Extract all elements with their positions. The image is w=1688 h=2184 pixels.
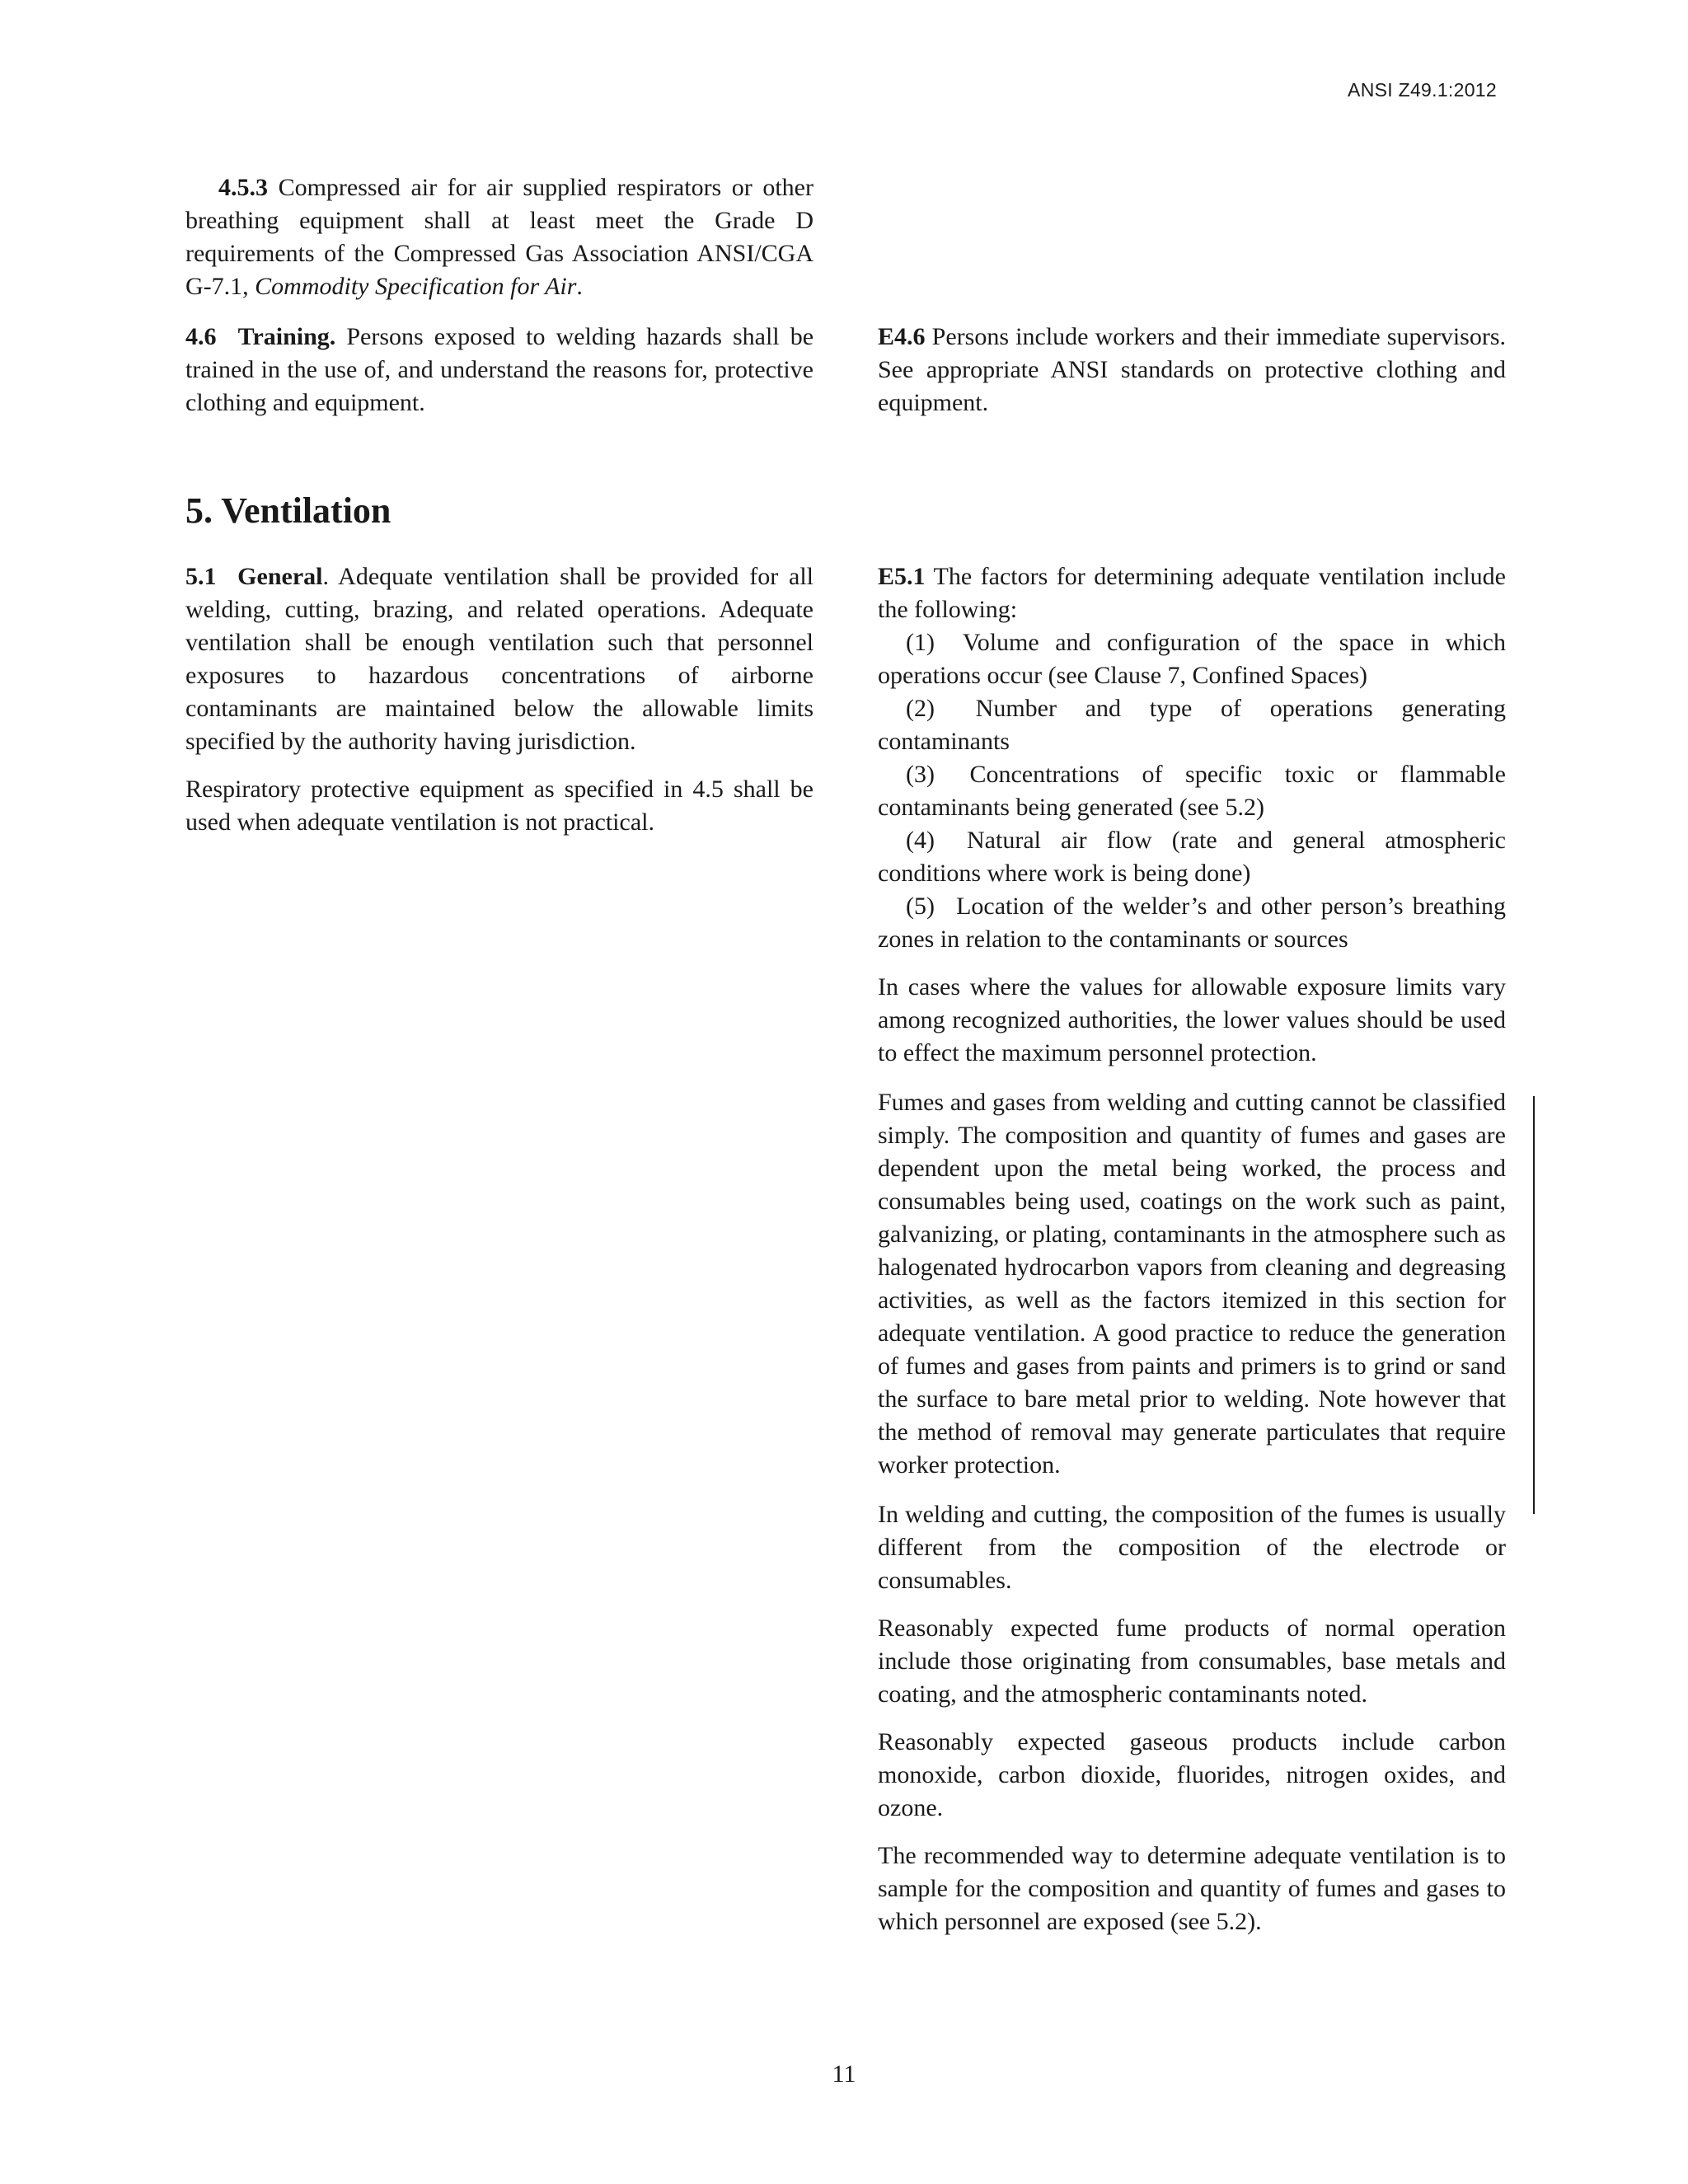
clause-4-6 — [185, 321, 814, 419]
clause-number: 4.6 — [185, 323, 217, 350]
commentary-paragraph: In cases where the values for allowable exposure limits vary among recognized authorities, the lower values should be used to effect the maximum personnel protection. — [878, 973, 1506, 1066]
clause-text-end: . — [576, 273, 583, 300]
factor-item: (2) Number and type of operations generating contaminants — [878, 695, 1506, 755]
clause-text: Compressed air for air supplied respirators or other breathing equipment shall at least meet the Grade D requirements of the Compressed Gas Association ANSI/CGA G-7.1, — [185, 174, 814, 300]
commentary-paragraph: In welding and cutting, the composition of the fumes is usually different from the composition of the electrode or consumables. — [878, 1501, 1506, 1594]
commentary-number: E4.6 — [878, 323, 926, 350]
commentary-e4-6 — [878, 321, 1506, 419]
clause-text: . Adequate ventilation shall be provided for all welding, cutting, brazing, and related operations. Adequate ventilation shall be enough ventilation such that personnel exposures to hazardous concentrations of airborne contaminants are maintained below the allowable limits specified by the authority having jurisdiction. — [185, 563, 814, 755]
commentary-number: E5.1 — [878, 563, 926, 590]
commentary-text: Persons include workers and their immediate supervisors. See appropriate ANSI standards on protective clothing and equipment. — [878, 323, 1506, 416]
standard-code: ANSI Z49.1:2012 — [1348, 79, 1497, 101]
factor-item: (1) Volume and configuration of the space in which operations occur (see Clause 7, Confined Spaces) — [878, 629, 1506, 689]
factor-item: (4) Natural air flow (rate and general atmospheric conditions where work is being done) — [878, 827, 1506, 887]
commentary-intro: The factors for determining adequate ventilation include the following: — [878, 563, 1506, 623]
clause-number: 5.1 — [185, 563, 217, 590]
revision-change-bar — [1533, 1096, 1535, 1514]
commentary-e5-1 — [878, 560, 1506, 1938]
factor-item: (5) Location of the welder’s and other person’s breathing zones in relation to the contaminants or sources — [878, 893, 1506, 953]
commentary-paragraph: The recommended way to determine adequate ventilation is to sample for the composition and quantity of fumes and gases to which personnel are exposed (see 5.2). — [878, 1842, 1506, 1935]
page-number: 11 — [832, 2060, 856, 2088]
clause-5-1 — [185, 560, 814, 839]
factor-item: (3) Concentrations of specific toxic or flammable contaminants being generated (see 5.2) — [878, 761, 1506, 821]
clause-title: General — [237, 563, 323, 590]
commentary-paragraph: Reasonably expected fume products of normal operation include those originating from consumables, base metals and coating, and the atmospheric contaminants noted. — [878, 1615, 1506, 1708]
clause-paragraph: Respiratory protective equipment as specified in 4.5 shall be used when adequate ventilation is not practical. — [185, 776, 814, 836]
referenced-document-title: Commodity Specification for Air — [255, 273, 577, 300]
section-heading: 5. Ventilation — [185, 490, 392, 531]
commentary-paragraph: Fumes and gases from welding and cutting cannot be classified simply. The composition and quantity of fumes and gases are dependent upon the metal being worked, the process and consumables being used, coatings on the work such as paint, galvanizing, or plating, contaminants in the atmosphere such as halogenated hydrocarbon vapors from cleaning and degreasing activities, as well as the factors itemized in this section for adequate ventilation. A good practice to reduce the generation of fumes and gases from paints and primers is to grind or sand the surface to bare metal prior to welding. Note however that the method of removal may generate particulates that require worker protection. — [878, 1089, 1506, 1479]
clause-text: Persons exposed to welding hazards shall be trained in the use of, and understand the reasons for, protective clothing and equipment. — [185, 323, 814, 416]
clause-title: Training. — [237, 323, 336, 350]
clause-4-5-3 — [185, 171, 814, 303]
clause-number: 4.5.3 — [218, 174, 268, 201]
commentary-paragraph: Reasonably expected gaseous products include carbon monoxide, carbon dioxide, fluorides, nitrogen oxides, and ozone. — [878, 1728, 1506, 1821]
